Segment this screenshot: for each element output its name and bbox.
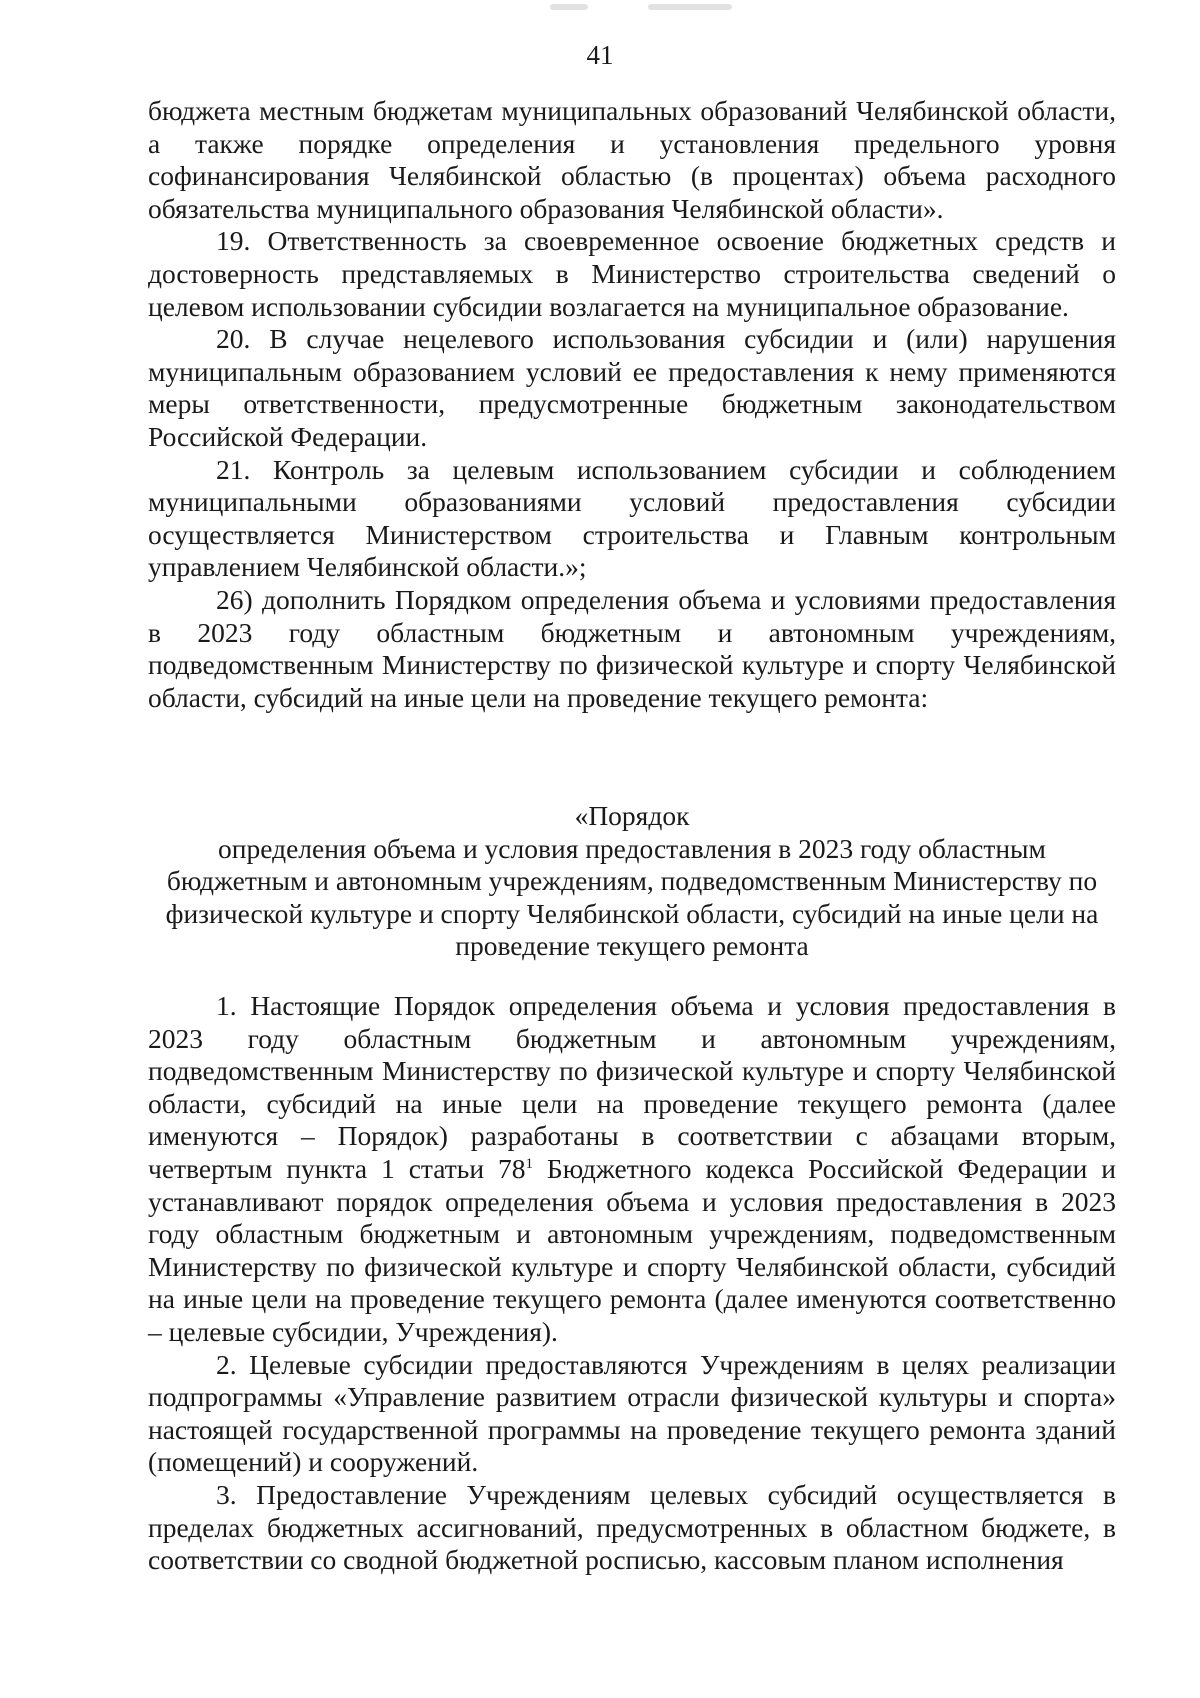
paragraph-item-1-part-b: Бюджетного кодекса Российской Федерации и устанавливают порядок определения объема и условия предоставления в 2023 году областным бюджетным и автономным учреждениям, подведомственным Министерству по физической культуре и спорту Челябинской области, субсидий на иные цели на проведение текущего ремонта (далее именуются соответственно – целевые субсидии, Учреждения). [148, 1152, 1116, 1347]
paragraph-continuation: бюджета местным бюджетам муниципальных образований Челябинской области, а также порядке определения и установления предельного уровня софинансирования Челябинской областью (в процентах) объема расходного обязательства муниципального образования Челябинской области». [148, 95, 1116, 224]
document-body-bottom [148, 990, 1116, 1577]
superscript-marker: 1 [525, 1155, 533, 1172]
heading-line: проведение текущего ремонта [455, 930, 809, 962]
paragraph-item-20: 20. В случае нецелевого использования субсидии и (или) нарушения муниципальным образованием условий ее предоставления к нему применяются меры ответственности, предусмотренные бюджетным законодательством Российской Федерации. [148, 323, 1116, 452]
heading-title: «Порядок [574, 800, 690, 831]
section-heading [148, 800, 1116, 963]
paragraph-item-1-part-a: 1. Настоящие Порядок определения объема и условия предоставления в 2023 году областным бюджетным и автономным учреждениям, подведомственным Министерству по физической культуре и спорту Челябинской области, субсидий на иные цели на проведение текущего ремонта (далее именуются – Порядок) разработаны в соответствии с абзацами вторым, четвертым пункта 1 статьи 78 [148, 990, 1116, 1184]
page-number: 41 [586, 40, 614, 70]
paragraph-item-3: 3. Предоставление Учреждениям целевых субсидий осуществляется в пределах бюджетных ассигнований, предусмотренных в областном бюджете, в соответствии со сводной бюджетной росписью, кассовым планом исполнения [148, 1478, 1116, 1576]
heading-line: физической культуре и спорту Челябинской области, субсидий на иные цели на [165, 897, 1099, 929]
scan-artifact [550, 4, 588, 10]
paragraph-item-26: 26) дополнить Порядком определения объема и условиями предоставления в 2023 году областным бюджетным и автономным учреждениям, подведомственным Министерству по физической культуре и спорту Челябинской области, субсидий на иные цели на проведение текущего ремонта: [148, 583, 1116, 713]
heading-line: определения объема и условия предоставления в 2023 году областным [218, 832, 1046, 864]
document-body-top [148, 95, 1116, 714]
paragraph-item-21: 21. Контроль за целевым использованием субсидии и соблюдением муниципальными образованиями условий предоставления субсидии осуществляется Министерством строительства и Главным контрольным управлением Челябинской области.»; [148, 453, 1116, 583]
paragraph-item-2: 2. Целевые субсидии предоставляются Учреждениям в целях реализации подпрограммы «Управление развитием отрасли физической культуры и спорта» настоящей государственной программы на проведение текущего ремонта зданий (помещений) и сооружений. [148, 1348, 1116, 1478]
paragraph-item-1 [148, 990, 1116, 1349]
scan-artifact [648, 4, 732, 10]
paragraph-item-19: 19. Ответственность за своевременное освоение бюджетных средств и достоверность представляемых в Министерство строительства сведений о целевом использовании субсидии возлагается на муниципальное образование. [148, 225, 1116, 322]
heading-line: бюджетным и автономным учреждениям, подведомственным Министерству по [166, 865, 1098, 897]
